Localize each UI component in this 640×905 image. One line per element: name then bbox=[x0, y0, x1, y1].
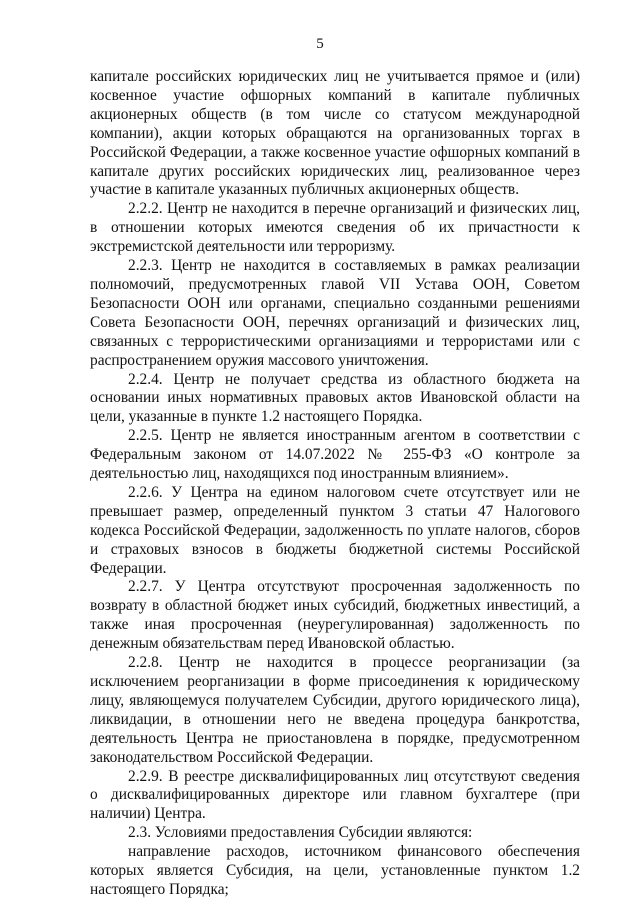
paragraph-2-2-4: 2.2.4. Центр не получает средства из областного бюджета на основании иных нормативных правовых актов Ивановской области на цели, указанные в пункте 1.2 настоящего Порядка. bbox=[90, 370, 580, 426]
paragraph-2-2-7: 2.2.7. У Центра отсутствуют просроченная задолженность по возврату в областной бюджет иных субсидий, бюджетных инвестиций, а также иная просроченная (неурегулированная) задолженность по денежным обязательствам перед Ивановской областью. bbox=[90, 578, 580, 653]
paragraph-2-2-9: 2.2.9. В реестре дисквалифицированных лиц отсутствуют сведения о дисквалифицированных директоре или главном бухгалтере (при наличии) Центра. bbox=[90, 767, 580, 823]
document-body bbox=[90, 68, 580, 900]
paragraph-continuation: капитале российских юридических лиц не учитывается прямое и (или) косвенное участие офшорных компаний в капитале публичных акционерных обществ (в том числе со статусом международной компании), акции которых обращаются на организованных торгах в Российской Федерации, а также косвенное участие офшорных компаний в капитале других российских юридических лиц, реализованное через участие в капитале указанных публичных акционерных обществ. bbox=[90, 68, 580, 199]
paragraph-2-2-6: 2.2.6. У Центра на едином налоговом счете отсутствует или не превышает размер, определенный пунктом 3 статьи 47 Налогового кодекса Российской Федерации, задолженность по уплате налогов, сборов и страховых взносов в бюджеты бюджетной системы Российской Федерации. bbox=[90, 483, 580, 577]
page-number: 5 bbox=[316, 36, 324, 52]
paragraph-2-2-8: 2.2.8. Центр не находится в процессе реорганизации (за исключением реорганизации в форме присоединения к юридическому лицу, являющемуся получателем Субсидии, другого юридического лица), ликвидации, в отношении него не введена процедура банкротства, деятельность Центра не приостановлена в порядке, предусмотренном законодательством Российской Федерации. bbox=[90, 654, 580, 766]
paragraph-2-2-3: 2.2.3. Центр не находится в составляемых в рамках реализации полномочий, предусмотренных главой VII Устава ООН, Советом Безопасности ООН или органами, специально созданными решениями Совета Безопасности ООН, перечнях организаций и физических лиц, связанных с террористическими организациями и террористами или с распространением оружия массового уничтожения. bbox=[90, 257, 580, 369]
paragraph-2-3: 2.3. Условиями предоставления Субсидии являются: bbox=[128, 824, 473, 842]
paragraph-2-2-5: 2.2.5. Центр не является иностранным агентом в соответствии с Федеральным законом от 14.07.2022 № 255-ФЗ «О контроле за деятельностью лиц, находящихся под иностранным влиянием». bbox=[90, 427, 580, 483]
paragraph-condition-1: направление расходов, источником финансового обеспечения которых является Субсидия, на цели, установленные пунктом 1.2 настоящего Порядка; bbox=[90, 843, 580, 898]
paragraph-2-2-2: 2.2.2. Центр не находится в перечне организаций и физических лиц, в отношении которых имеются сведения об их причастности к экстремистской деятельности или терроризму. bbox=[90, 200, 580, 256]
